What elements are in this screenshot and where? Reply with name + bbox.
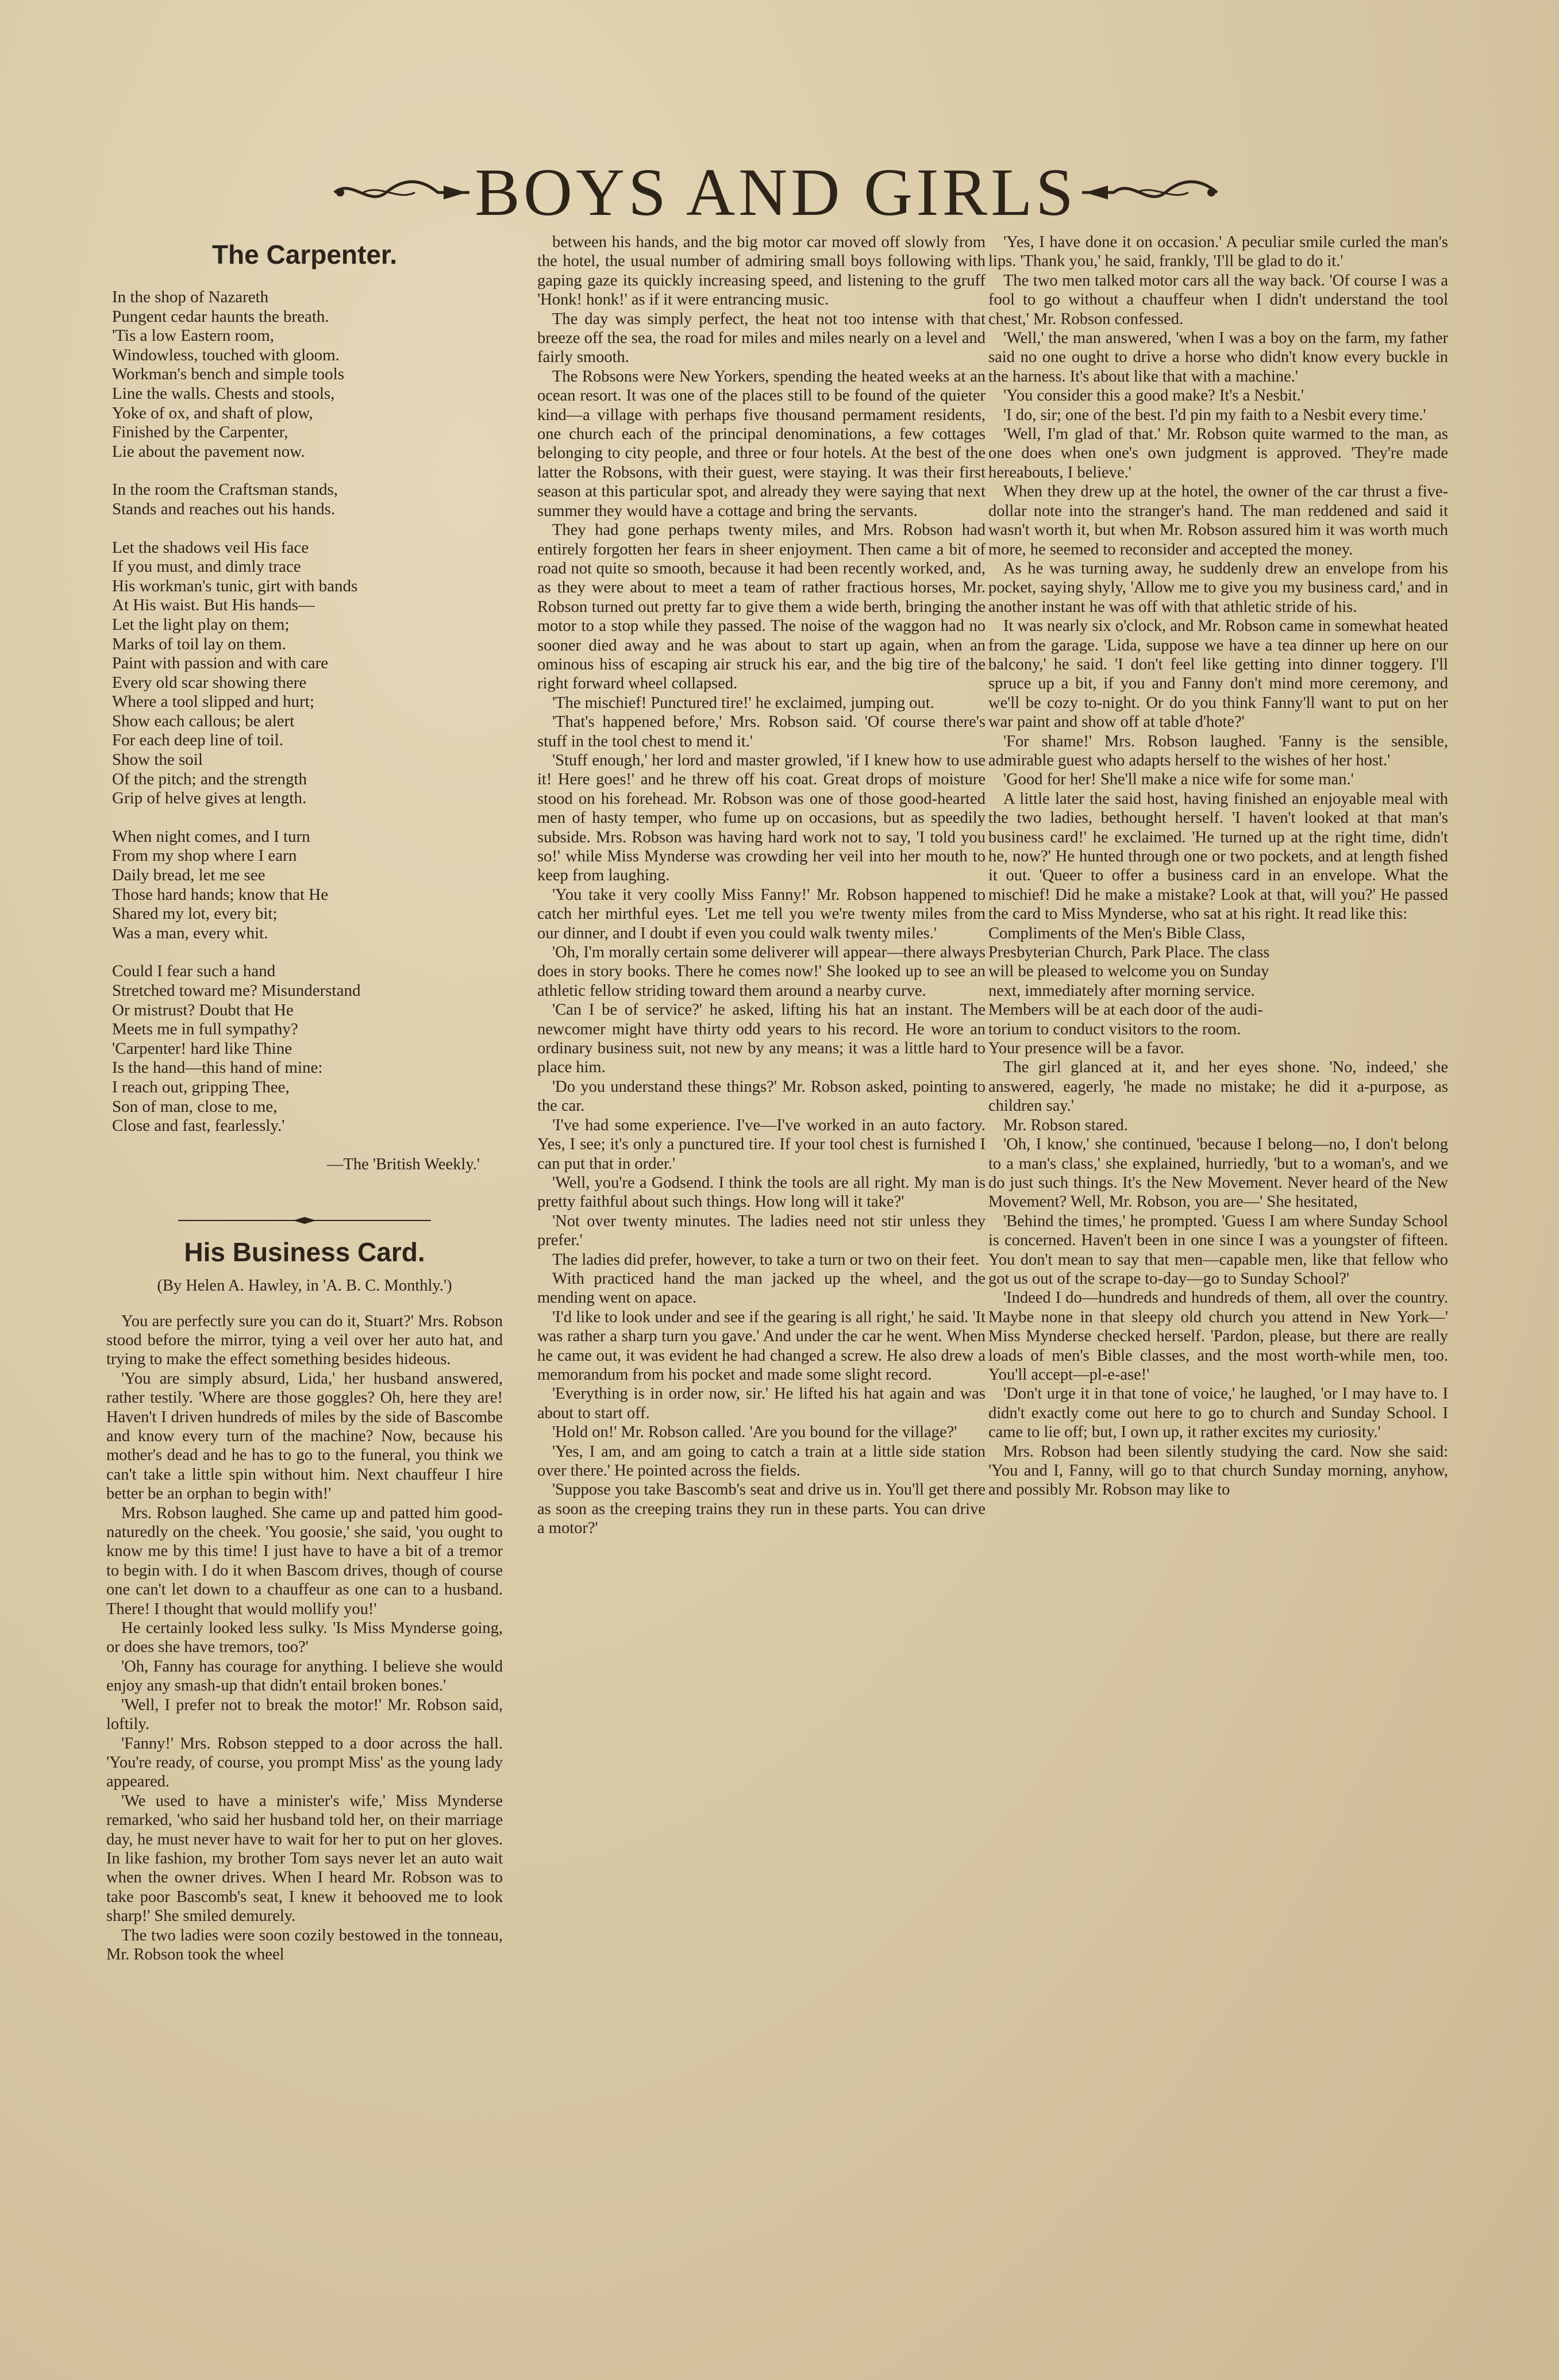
poem-line: Those hard hands; know that He [112, 885, 329, 904]
story-paragraph: 'For shame!' Mrs. Robson laughed. 'Fanny is the sensible, admirable guest who adapts herself to the wishes of her host.' [988, 732, 1448, 769]
poem-line: Shared my lot, every bit; [112, 904, 278, 923]
story-paragraph: 'Stuff enough,' her lord and master growled, 'if I knew how to use it! Here goes!' and he threw off his coat. Great drops of moisture stood on his forehead. Mr. Robson was one of those good-hearted men of hasty temper, who fume up on occasions, but as speedily subside. Mrs. Robson was having hard work not to say, 'I told you so!' while Miss Mynderse was crowding her veil into her mouth to keep from laughing. [537, 751, 986, 885]
poem-line: In the shop of Nazareth [112, 288, 269, 306]
poem-title: The Carpenter. [211, 240, 398, 269]
story-paragraph: The two men talked motor cars all the way back. 'Of course I was a fool to go without a chauffeur when I didn't understand the tool chest,' Mr. Robson confessed. [988, 271, 1448, 328]
story-byline: (By Helen A. Hawley, in 'A. B. C. Monthly.') [157, 1277, 452, 1295]
story-paragraph: It was nearly six o'clock, and Mr. Robson came in somewhat heated from the garage. 'Lida, suppose we have a tea dinner up here on our balcony,' he said. 'I don't feel like getting into dinner toggery. I'll spruce up a bit, if you and Fanny don't mind more ceremony, and we'll be cozy to-night. Or do you think Fanny'll want to put on her war paint and show off at table d'hote?' [988, 617, 1448, 731]
story-paragraph: 'Not over twenty minutes. The ladies need not stir unless they prefer.' [537, 1212, 986, 1250]
poem-attribution: —The 'British Weekly.' [326, 1155, 480, 1173]
poem-stanza [112, 480, 503, 519]
poem-line: Where a tool slipped and hurt; [112, 692, 314, 711]
poem-line: Finished by the Carpenter, [112, 423, 288, 442]
card-line: Members will be at each door of the audi- [988, 1001, 1264, 1019]
story-paragraph: 'Can I be of service?' he asked, lifting his hat an instant. The newcomer might have thirty odd years to his record. He wore an ordinary business suit, not new by any means; it was a little hard to place him. [537, 1001, 986, 1077]
card-line: Your presence will be a favor. [988, 1039, 1184, 1058]
story-paragraph: The day was simply perfect, the heat not too intense with that breeze off the sea, the road for miles and miles nearly on a level and fairly smooth. [537, 310, 986, 367]
poem-line: Show each callous; be alert [112, 711, 295, 730]
story-column-2 [537, 233, 986, 1538]
story-paragraph: 'Yes, I have done it on occasion.' A peculiar smile curled the man's lips. 'Thank you,' he said, frankly, 'I'll be glad to do it.' [988, 233, 1448, 271]
story-paragraph: 'Suppose you take Bascomb's seat and drive us in. You'll get there as soon as the creeping trains they run in these parts. You can drive a motor?' [537, 1481, 986, 1538]
poem-line: If you must, and dimly trace [112, 557, 301, 576]
section-divider [178, 1217, 431, 1224]
poem-line: Lie about the pavement now. [112, 442, 305, 461]
poem-line: Line the walls. Chests and stools, [112, 384, 335, 403]
poem-stanza [112, 962, 503, 1135]
business-card-text [988, 924, 1448, 1058]
poem-line: Marks of toil lay on them. [112, 634, 286, 653]
card-line: torium to conduct visitors to the room. [988, 1020, 1241, 1038]
story-paragraph: 'Hold on!' Mr. Robson called. 'Are you bound for the village?' [552, 1423, 957, 1442]
story-paragraph: 'Oh, I know,' she continued, 'because I belong—no, I don't belong to a man's class,' she explained, hurriedly, 'but to a woman's, and we do just such things. It's the New Movement. Never heard of the New Movement? Well, Mr. Robson, you are—' She hesitated, [988, 1135, 1448, 1211]
story-column-3-top [988, 233, 1448, 924]
column-2 [537, 233, 986, 1538]
poem-line: Is the hand—this hand of mine: [112, 1058, 323, 1077]
story-paragraph: 'Don't urge it in that tone of voice,' he laughed, 'or I may have to. I didn't exactly come out here to go to church and Sunday School. I came to lie off; but, I own up, it rather excites my curiosity.' [988, 1385, 1448, 1442]
story-paragraph: 'I'd like to look under and see if the gearing is all right,' he said. 'It was rather a sharp turn you gave.' And under the car he went. When he came out, it was evident he had changed a screw. He also drew a memorandum from his pocket and made some slight record. [537, 1308, 986, 1384]
section-title: BOYS AND GIRLS [475, 155, 1077, 230]
poem-line: Was a man, every whit. [112, 923, 268, 942]
poem-stanza [112, 288, 503, 461]
story-paragraph: 'Oh, Fanny has courage for anything. I believe she would enjoy any smash-up that didn't entail broken bones.' [106, 1657, 503, 1695]
poem-line: From my shop where I earn [112, 846, 297, 865]
poem-line: Daily bread, let me see [112, 866, 265, 885]
story-paragraph: 'You take it very coolly Miss Fanny!' Mr. Robson happened to catch her mirthful eyes. 'Let me tell you we're twenty miles from our dinner, and I doubt if even you could walk twenty miles.' [537, 885, 986, 942]
poem-line: At His waist. But His hands— [112, 596, 315, 615]
story-paragraph: 'That's happened before,' Mrs. Robson said. 'Of course there's stuff in the tool chest to mend it.' [537, 713, 986, 750]
story-paragraph: A little later the said host, having finished an enjoyable meal with the two ladies, bethought herself. 'I haven't looked at that man's business card!' he exclaimed. 'He turned up at the right time, didn't he, now?' He hunted through one or two pockets, and at length fished it out. 'Queer to offer a business card in an envelope. What the mischief! Did he make a mistake? Look at that, will you?' He passed the card to Miss Mynderse, who sat at his right. It read like this: [988, 790, 1448, 923]
story-paragraph: You are perfectly sure you can do it, Stuart?' Mrs. Robson stood before the mirror, tying a veil over her auto hat, and trying to make the effect something besides hideous. [106, 1312, 503, 1369]
poem-line: Show the soil [112, 750, 203, 769]
story-paragraph: 'Behind the times,' he prompted. 'Guess I am where Sunday School is concerned. Haven't been in one since I was a youngster of fifteen. You don't mean to say that men—capable men, like that fellow who got us out of the scrape to-day—go to Sunday School?' [988, 1212, 1448, 1288]
story-paragraph: The ladies did prefer, however, to take a turn or two on their feet. [552, 1250, 980, 1269]
story-paragraph: 'Yes, I am, and am going to catch a train at a little side station over there.' He pointed across the fields. [537, 1442, 986, 1480]
poem-line: Stands and reaches out his hands. [112, 499, 336, 518]
story-paragraph: 'Well, I'm glad of that.' Mr. Robson quite warmed to the man, as one does when one's own judgment is approved. 'They're made hereabouts, I believe.' [988, 425, 1448, 482]
poem-body [106, 288, 503, 1136]
poem-line: In the room the Craftsman stands, [112, 480, 338, 499]
column-1 [106, 233, 503, 1964]
poem-line: Or mistrust? Doubt that He [112, 1000, 294, 1019]
poem-line: Of the pitch; and the strength [112, 769, 307, 788]
poem-line: Every old scar showing there [112, 673, 307, 692]
story-paragraph: 'Everything is in order now, sir.' He lifted his hat again and was about to start off. [537, 1385, 986, 1422]
poem-line: Let the shadows veil His face [112, 538, 309, 557]
story-paragraph: They had gone perhaps twenty miles, and Mrs. Robson had entirely forgotten her fears in sheer enjoyment. Then came a bit of road not quite so smooth, because it had been recently worked, and, as they were about to meet a team of rather fractious horses, Mr. Robson turned out pretty far to give them a wide berth, bringing the motor to a stop while they passed. The noise of the waggon had no sooner died away and he was about to start up again, when an ominous hiss of escaping air struck his ear, and the big tire of the right forward wheel collapsed. [537, 521, 986, 693]
left-flourish-icon [329, 175, 472, 210]
poem-line: 'Carpenter! hard like Thine [112, 1039, 292, 1058]
story-paragraph: 'Indeed I do—hundreds and hundreds of them, all over the country. Maybe none in that sleepy old church you attend in New York—' Miss Mynderse checked herself. 'Pardon, please, but there are really loads of men's Bible classes, and the most worth-while men, too. You'll accept—pl-e-ase!' [988, 1289, 1448, 1384]
story-paragraph: 'The mischief! Punctured tire!' he exclaimed, jumping out. [552, 694, 934, 712]
poem-line: Workman's bench and simple tools [112, 365, 344, 384]
poem-stanza [112, 827, 503, 943]
story-paragraph: 'I do, sir; one of the best. I'd pin my faith to a Nesbit every time.' [1003, 406, 1426, 424]
story-title: His Business Card. [184, 1237, 425, 1268]
card-line: will be pleased to welcome you on Sunday [988, 962, 1269, 981]
poem-line: For each deep line of toil. [112, 731, 283, 750]
poem-line: His workman's tunic, girt with bands [112, 576, 358, 595]
story-paragraph: The two ladies were soon cozily bestowed in the tonneau, Mr. Robson took the wheel [106, 1926, 503, 1963]
poem-line: Paint with passion and with care [112, 654, 329, 673]
poem-line: Windowless, touched with gloom. [112, 345, 340, 364]
story-paragraph: He certainly looked less sulky. 'Is Miss Mynderse going, or does she have tremors, too?' [106, 1619, 503, 1657]
card-line: next, immediately after morning service. [988, 981, 1255, 1000]
story-paragraph: Mr. Robson stared. [1003, 1116, 1128, 1134]
poem-line: Stretched toward me? Misunderstand [112, 981, 361, 1000]
story-paragraph: 'Well, you're a Godsend. I think the tools are all right. My man is pretty faithful about such things. How long will it take?' [537, 1173, 986, 1211]
story-paragraph: between his hands, and the big motor car moved off slowly from the hotel, the usual number of admiring small boys following with gaping gaze its quickly increasing speed, and listening to the gruff 'Honk! honk!' as if it were entrancing music. [537, 233, 986, 309]
poem-stanza [112, 538, 503, 808]
story-paragraph: Mrs. Robson had been silently studying the card. Now she said: 'You and I, Fanny, will go to that church Sunday morning, anyhow, and possibly Mr. Robson may like to [988, 1442, 1448, 1499]
story-paragraph: 'Good for her! She'll make a nice wife for some man.' [1003, 771, 1354, 789]
poem-line: Pungent cedar haunts the breath. [112, 307, 329, 326]
story-paragraph: 'I've had some experience. I've—I've worked in an auto factory. Yes, I see; it's only a punctured tire. If your tool chest is furnished I can put that in order.' [537, 1116, 986, 1173]
story-paragraph: With practiced hand the man jacked up the wheel, and the mending went on apace. [537, 1269, 986, 1307]
column-3 [988, 233, 1448, 1500]
story-paragraph: 'Well, I prefer not to break the motor!' Mr. Robson said, loftily. [106, 1696, 503, 1734]
poem-line: Grip of helve gives at length. [112, 789, 307, 808]
story-paragraph: 'You are simply absurd, Lida,' her husband answered, rather testily. 'Where are those goggles? Oh, here they are! Haven't I driven hundreds of miles by the side of Bascombe and know every turn of the machine? Now, because his mother's dead and he has to go to the funeral, you think we can't take a little spin without him. Next chauffeur I hire better be an orphan to begin with!' [106, 1369, 503, 1503]
poem-line: When night comes, and I turn [112, 827, 310, 846]
story-paragraph: 'You consider this a good make? It's a Nesbit.' [1003, 387, 1304, 405]
story-column-3-bottom [988, 1058, 1448, 1499]
poem-line: Could I fear such a hand [112, 962, 276, 981]
story-paragraph: 'Oh, I'm morally certain some deliverer will appear—there always does in story books. There he comes now!' She looked up to see an athletic fellow striding toward them around a nearby curve. [537, 943, 986, 1000]
poem-line: I reach out, gripping Thee, [112, 1077, 290, 1096]
story-paragraph: 'Well,' the man answered, 'when I was a boy on the farm, my father said no one ought to drive a horse who didn't know every buckle in the harness. It's about like that with a machine.' [988, 329, 1448, 386]
section-masthead [230, 155, 1322, 230]
poem-line: Son of man, close to me, [112, 1097, 278, 1116]
poem-line: Let the light play on them; [112, 615, 290, 634]
poem-line: Close and fast, fearlessly.' [112, 1116, 285, 1135]
poem-line: Yoke of ox, and shaft of plow, [112, 403, 313, 422]
story-paragraph: As he was turning away, he suddenly drew an envelope from his pocket, saying shyly, 'Allow me to give you my business card,' and in another instant he was off with that athletic stride of his. [988, 559, 1448, 616]
story-column-1 [106, 1312, 503, 1965]
story-paragraph: Mrs. Robson laughed. She came up and patted him good-naturedly on the cheek. 'You goosie,' she said, 'you ought to know me by this time! I just have to have a bit of a tremor to begin with. I do it when Bascom drives, though of course one can't let down to a chauffeur as one can to a husband. There! I thought that would mollify you!' [106, 1504, 503, 1618]
right-flourish-icon [1079, 175, 1223, 210]
card-line: Presbyterian Church, Park Place. The class [988, 943, 1270, 962]
story-paragraph: The girl glanced at it, and her eyes shone. 'No, indeed,' she answered, eagerly, 'he made no mistake; he did it a-purpose, as children say.' [988, 1058, 1448, 1115]
card-line: Compliments of the Men's Bible Class, [988, 924, 1245, 942]
poem-line: Meets me in full sympathy? [112, 1020, 298, 1039]
story-paragraph: When they drew up at the hotel, the owner of the car thrust a five-dollar note into the stranger's hand. The man reddened and said it wasn't worth it, but when Mr. Robson assured him it was worth much more, he seemed to reconsider and accepted the money. [988, 483, 1448, 559]
story-paragraph: 'Do you understand these things?' Mr. Robson asked, pointing to the car. [537, 1077, 986, 1115]
story-paragraph: 'Fanny!' Mrs. Robson stepped to a door across the hall. 'You're ready, of course, you prompt Miss' as the young lady appeared. [106, 1734, 503, 1791]
poem-line: 'Tis a low Eastern room, [112, 326, 275, 345]
story-paragraph: The Robsons were New Yorkers, spending the heated weeks at an ocean resort. It was one of the places still to be found of the quieter kind—a village with perhaps five thousand permament residents, one church each of the principal denominations, a few cottages belonging to city people, and three or four hotels. At the best of the latter the Robsons, with their guest, were staying. It was their first season at this particular spot, and already they were saying that next summer they would have a cottage and bring the servants. [537, 367, 986, 520]
story-paragraph: 'We used to have a minister's wife,' Miss Mynderse remarked, 'who said her husband told her, on their marriage day, he must never have to wait for her to put on her gloves. In like fashion, my brother Tom says never let an auto wait when the owner drives. When I heard Mr. Robson was to take poor Bascomb's seat, I knew it behooved me to look sharp!' She smiled demurely. [106, 1792, 503, 1925]
